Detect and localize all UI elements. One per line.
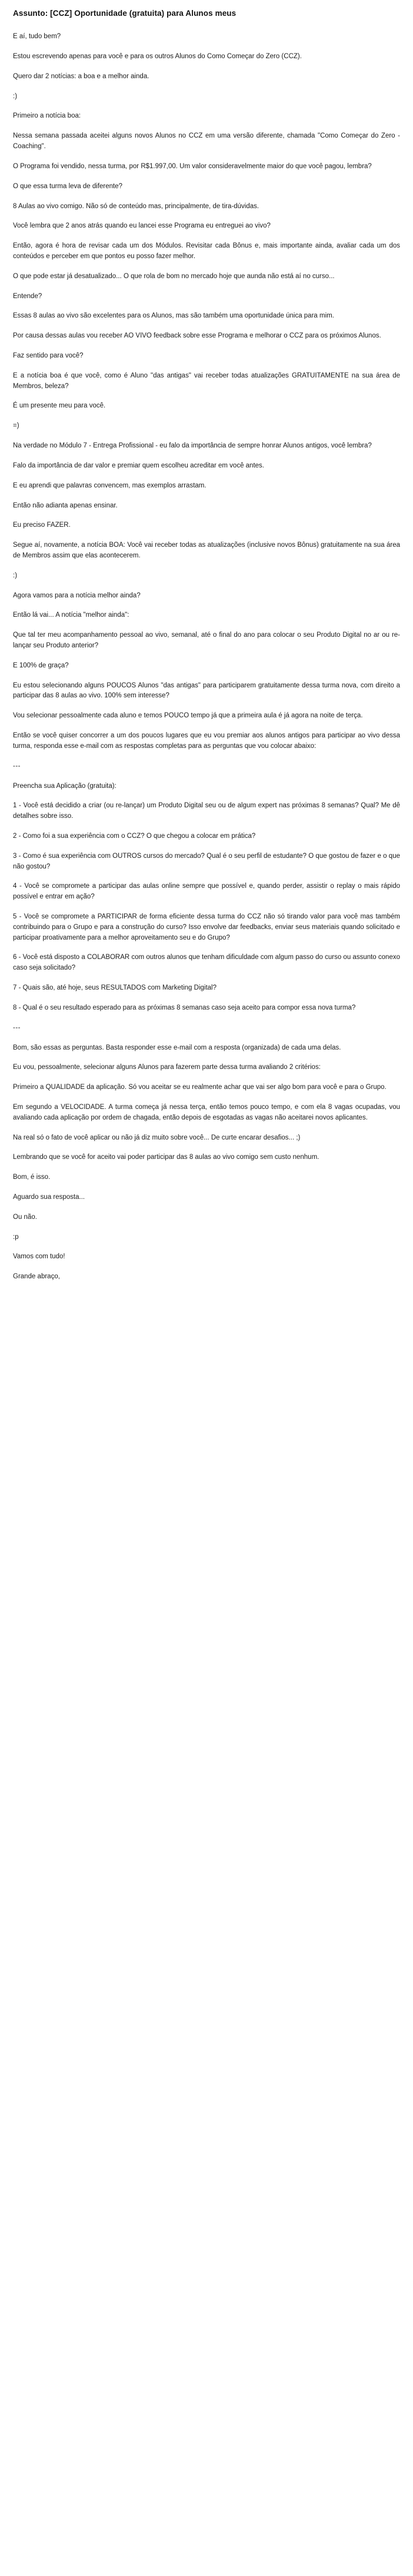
paragraph: Que tal ter meu acompanhamento pessoal ao vivo, semanal, até o final do ano para colocar o seu Produto Digital no ar ou re-lançar seu Produto anterior?	[13, 632, 400, 650]
paragraph: Vou selecionar pessoalmente cada aluno e temos POUCO tempo já que a primeira aula é já agora na noite de terça.	[13, 712, 363, 720]
paragraph: Eu vou, pessoalmente, selecionar alguns Alunos para fazerem parte dessa turma avaliando 2 critérios:	[13, 1064, 321, 1071]
question-item: 6 - Você está disposto a COLABORAR com outros alunos que tenham dificuldade com algum passo do curso ou assunto conexo caso seja solicitado?	[13, 954, 400, 972]
paragraph: Eu estou selecionando alguns POUCOS Alunos "das antigas" para participarem gratuitamente dessa turma nova, com direito a participar das 8 aulas ao vivo. 100% sem interesse?	[13, 681, 400, 700]
question-item: 4 - Você se compromete a participar das aulas online sempre que possível e, quando perder, assistir o replay o mais rápido possível e entrar em ação?	[13, 883, 400, 901]
paragraph: Por causa dessas aulas vou receber AO VIVO feedback sobre esse Programa e melhorar o CCZ para os próximos Alunos.	[13, 332, 381, 340]
paragraph: O que essa turma leva de diferente?	[13, 182, 123, 190]
signature-name: Grande abraço,	[13, 1273, 60, 1281]
paragraph: Bom, é isso.	[13, 1174, 51, 1181]
paragraph: Você lembra que 2 anos atrás quando eu lancei esse Programa eu entreguei ao vivo?	[13, 222, 271, 230]
paragraph: Nessa semana passada aceitei alguns novos Alunos no CCZ em uma versão diferente, chamada "Como Começar do Zero - Coaching".	[13, 132, 400, 151]
paragraph: Quero dar 2 notícias: a boa e a melhor ainda.	[13, 72, 149, 80]
paragraph: É um presente meu para você.	[13, 402, 106, 410]
paragraph: E a notícia boa é que você, como é Aluno "das antigas" vai receber todas atualizações GRATUITAMENTE na sua área de Membros, beleza?	[13, 372, 400, 390]
question-item: 3 - Como é sua experiência com OUTROS cursos do mercado? Qual é o seu perfil de estudante? O que gostou de fazer e o que não gostou?	[13, 852, 400, 870]
paragraph: Lembrando que se você for aceito vai poder participar das 8 aulas ao vivo comigo sem custo nenhum.	[13, 1154, 319, 1161]
paragraph: Faz sentido para você?	[13, 352, 84, 360]
paragraph: :)	[13, 92, 18, 100]
paragraph: E 100% de graça?	[13, 661, 69, 669]
paragraph: Estou escrevendo apenas para você e para os outros Alunos do Como Começar do Zero (CCZ).	[13, 53, 302, 61]
paragraph: Aguardo sua resposta...	[13, 1194, 85, 1201]
question-item: 1 - Você está decidido a criar (ou re-lançar) um Produto Digital seu ou de algum expert nas próximas 8 semanas? Qual? Me dê detalhes sobre isso.	[13, 802, 400, 820]
divider-dashes: ---	[13, 762, 21, 770]
paragraph: =)	[13, 422, 19, 430]
paragraph: Primeiro a QUALIDADE da aplicação. Só vou aceitar se eu realmente achar que vai ser algo bom para você e para o Grupo.	[13, 1084, 387, 1091]
paragraph: Em segundo a VELOCIDADE. A turma começa já nessa terça, então temos pouco tempo, e com ela 8 vagas ocupadas, vou avaliando cada aplicação por ordem de chagada, então depois de esgotadas as vagas não aceitarei novos aplicantes.	[13, 1103, 400, 1121]
divider-dashes: ---	[13, 1024, 21, 1031]
paragraph: E eu aprendi que palavras convencem, mas exemplos arrastam.	[13, 482, 206, 489]
paragraph: Na verdade no Módulo 7 - Entrega Profissional - eu falo da importância de sempre honrar Alunos antigos, você lembra?	[13, 442, 372, 450]
paragraph: Eu preciso FAZER.	[13, 522, 71, 529]
paragraph: :p	[13, 1233, 19, 1241]
question-item: 5 - Você se compromete a PARTICIPAR de forma eficiente dessa turma do CCZ não só tirando valor para você mas também contribuindo para o Grupo e para a construção do curso? Isso envolve dar feedbacks, enviar seus materiais quando solicitado e participar proativamente para a melhor aproveitamento seu e do Grupo?	[13, 913, 400, 941]
paragraph: 8 Aulas ao vivo comigo. Não só de conteúdo mas, principalmente, de tira-dúvidas.	[13, 202, 259, 210]
paragraph: Ou não.	[13, 1213, 37, 1221]
paragraph: Bom, são essas as perguntas. Basta responder esse e-mail com a resposta (organizada) de cada uma delas.	[13, 1044, 341, 1051]
paragraph: Então se você quiser concorrer a um dos poucos lugares que eu vou premiar aos alunos antigos para participar ao vivo dessa turma, responda esse e-mail com as respostas completas para as perguntas que vou colocar abaixo:	[13, 732, 400, 750]
paragraph: O que pode estar já desatualizado... O que rola de bom no mercado hoje que aunda não está aí no curso...	[13, 272, 335, 280]
paragraph: E aí, tudo bem?	[13, 33, 61, 41]
paragraph: Na real só o fato de você aplicar ou não já diz muito sobre você... De curte encarar desafios... ;)	[13, 1134, 301, 1141]
paragraph: Então, agora é hora de revisar cada um dos Módulos. Revisitar cada Bônus e, mais importante ainda, avaliar cada um dos conteúdos e perceber em que pontos eu posso fazer melhor.	[13, 242, 400, 260]
paragraph: Falo da importância de dar valor e premiar quem escolheu acreditar em você antes.	[13, 462, 264, 469]
question-item: 2 - Como foi a sua experiência com o CCZ? O que chegou a colocar em prática?	[13, 832, 256, 840]
paragraph: Então lá vai... A notícia "melhor ainda":	[13, 612, 129, 619]
paragraph: O Programa foi vendido, nessa turma, por R$1.997,00. Um valor consideravelmente maior do que você pagou, lembra?	[13, 162, 372, 170]
paragraph: Então não adianta apenas ensinar.	[13, 502, 118, 509]
document-body	[13, 32, 400, 1282]
paragraph: Essas 8 aulas ao vivo são excelentes para os Alunos, mas são também uma oportunidade única para mim.	[13, 312, 334, 320]
paragraph: Vamos com tudo!	[13, 1253, 65, 1261]
paragraph: Agora vamos para a notícia melhor ainda?	[13, 592, 141, 599]
paragraph: Primeiro a notícia boa:	[13, 112, 81, 120]
paragraph: Preencha sua Aplicação (gratuita):	[13, 782, 116, 790]
paragraph: Entende?	[13, 292, 42, 300]
page-title: Assunto: [CCZ] Oportunidade (gratuita) para Alunos meus	[13, 9, 237, 18]
paragraph: Segue aí, novamente, a notícia BOA: Você vai receber todas as atualizações (inclusive novos Bônus) gratuitamente na sua área de Membros assim que elas acontecerem.	[13, 542, 400, 559]
question-item: 8 - Qual é o seu resultado esperado para as próximas 8 semanas caso seja aceito para compor essa nova turma?	[13, 1004, 356, 1011]
question-item: 7 - Quais são, até hoje, seus RESULTADOS com Marketing Digital?	[13, 984, 217, 992]
paragraph: :)	[13, 572, 18, 579]
